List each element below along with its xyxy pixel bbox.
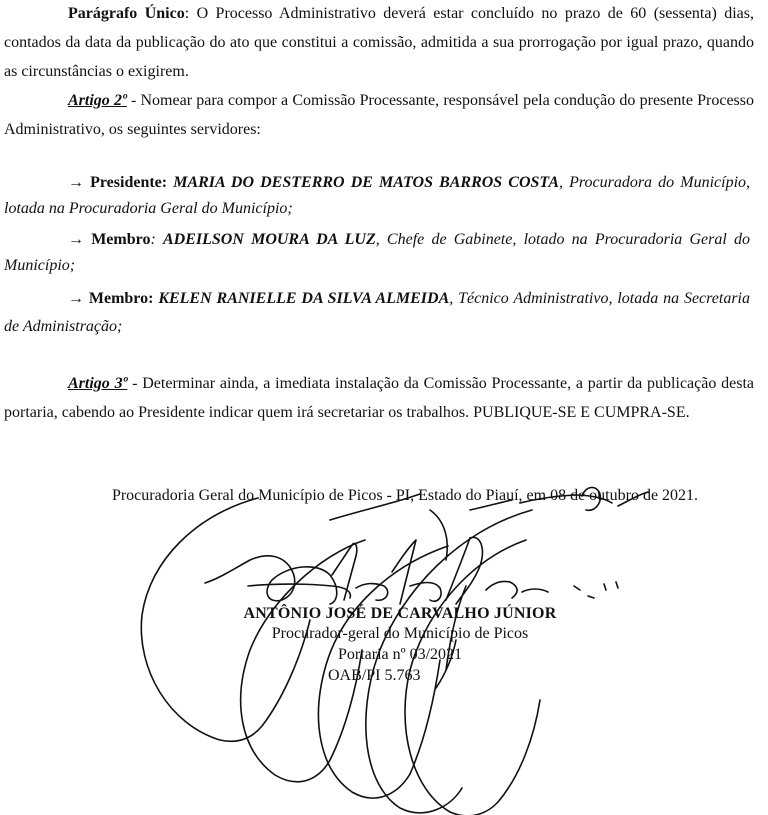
member-membro-1	[4, 227, 750, 279]
member-desc: , Técnico Administrativo, lotada na Secretaria de Administração;	[4, 290, 751, 335]
member-role: → Membro	[68, 231, 151, 248]
paragrafo-unico-text: : O Processo Administrativo deverá estar concluído no prazo de 60 (sessenta) dias, contados da data da publicação do ato que constitui a comissão, admitida a sua prorrogação por igual prazo, quando as circunstâncias o exigirem.	[4, 5, 754, 80]
member-name: MARIA DO DESTERRO DE MATOS BARROS COSTA	[173, 174, 559, 191]
artigo-2-label: Artigo 2º	[68, 92, 127, 109]
member-role: → Presidente:	[68, 174, 168, 191]
member-membro-2	[4, 285, 750, 341]
member-desc: , Procuradora do Município, lotada na Procuradoria Geral do Município;	[4, 174, 751, 217]
artigo-2-text: - Nomear para compor a Comissão Processante, responsável pela condução do presente Processo Administrativo, os seguintes servidores:	[4, 92, 754, 138]
member-desc: , Chefe de Gabinete, lotado na Procuradoria Geral do Município;	[4, 231, 751, 274]
member-name: ADEILSON MOURA DA LUZ	[162, 231, 376, 248]
artigo-3-label: Artigo 3º	[68, 375, 128, 392]
artigo-3	[4, 369, 754, 427]
artigo-3-text: - Determinar ainda, a imediata instalação da Comissão Processante, a partir da publicação desta portaria, cabendo ao Presidente indicar quem irá secretariar os trabalhos. PUBLIQUE-SE E CUMPRA-SE.	[4, 375, 754, 421]
place-and-date: Procuradoria Geral do Município de Picos - PI, Estado do Piauí, em 08 de outubro de 2021.	[111, 487, 699, 504]
paragrafo-unico-label: Parágrafo Único	[68, 5, 185, 22]
signature-block	[200, 605, 600, 686]
signatory-portaria: Portaria nº 03/2021	[337, 646, 463, 663]
member-name: KELEN RANIELLE DA SILVA ALMEIDA	[158, 290, 450, 307]
artigo-2	[4, 86, 754, 144]
signatory-oab: OAB/PI 5.763	[328, 667, 421, 684]
member-presidente	[4, 170, 750, 222]
signatory-name: ANTÔNIO JOSÉ DE CARVALHO JÚNIOR	[243, 605, 557, 622]
member-role: → Membro:	[68, 290, 154, 307]
paragrafo-unico	[4, 0, 754, 86]
signatory-role: Procurador-geral do Município de Picos	[271, 625, 529, 642]
member-colon: :	[150, 231, 156, 248]
